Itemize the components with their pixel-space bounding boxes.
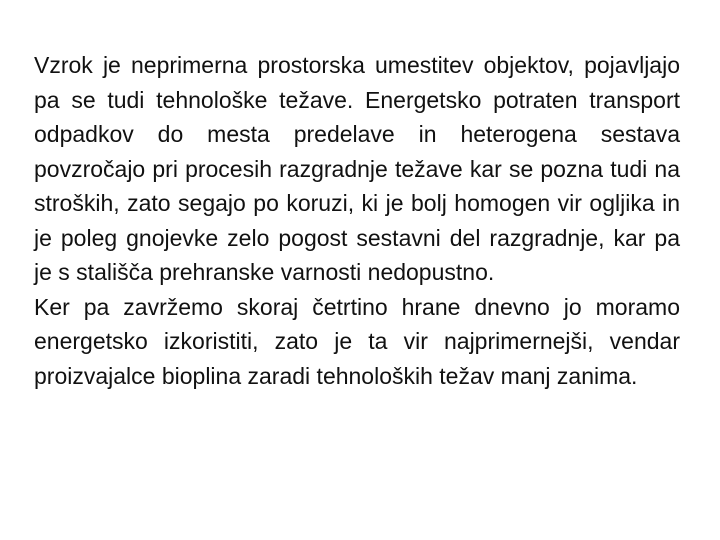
- paragraph-2: Ker pa zavržemo skoraj četrtino hrane dnevno jo moramo energetsko izkoristiti, zato je ta vir najprimernejši, vendar proizvajalce bioplina zaradi tehnoloških težav manj zanima.: [34, 293, 680, 389]
- paragraph-1: Vzrok je neprimerna prostorska umestitev objektov, pojavljajo pa se tudi tehnološke težave. Energetsko potraten transport odpadkov do mesta predelave in heterogena sestava povzročajo pri procesih razgradnje težave kar se pozna tudi na stroških, zato segajo po koruzi, ki je bolj homogen vir ogljika in je poleg gnojevke zelo pogost sestavni del razgradnje, kar pa je s stališča prehranske varnosti nedopustno.: [34, 52, 680, 285]
- body-text: [34, 48, 680, 393]
